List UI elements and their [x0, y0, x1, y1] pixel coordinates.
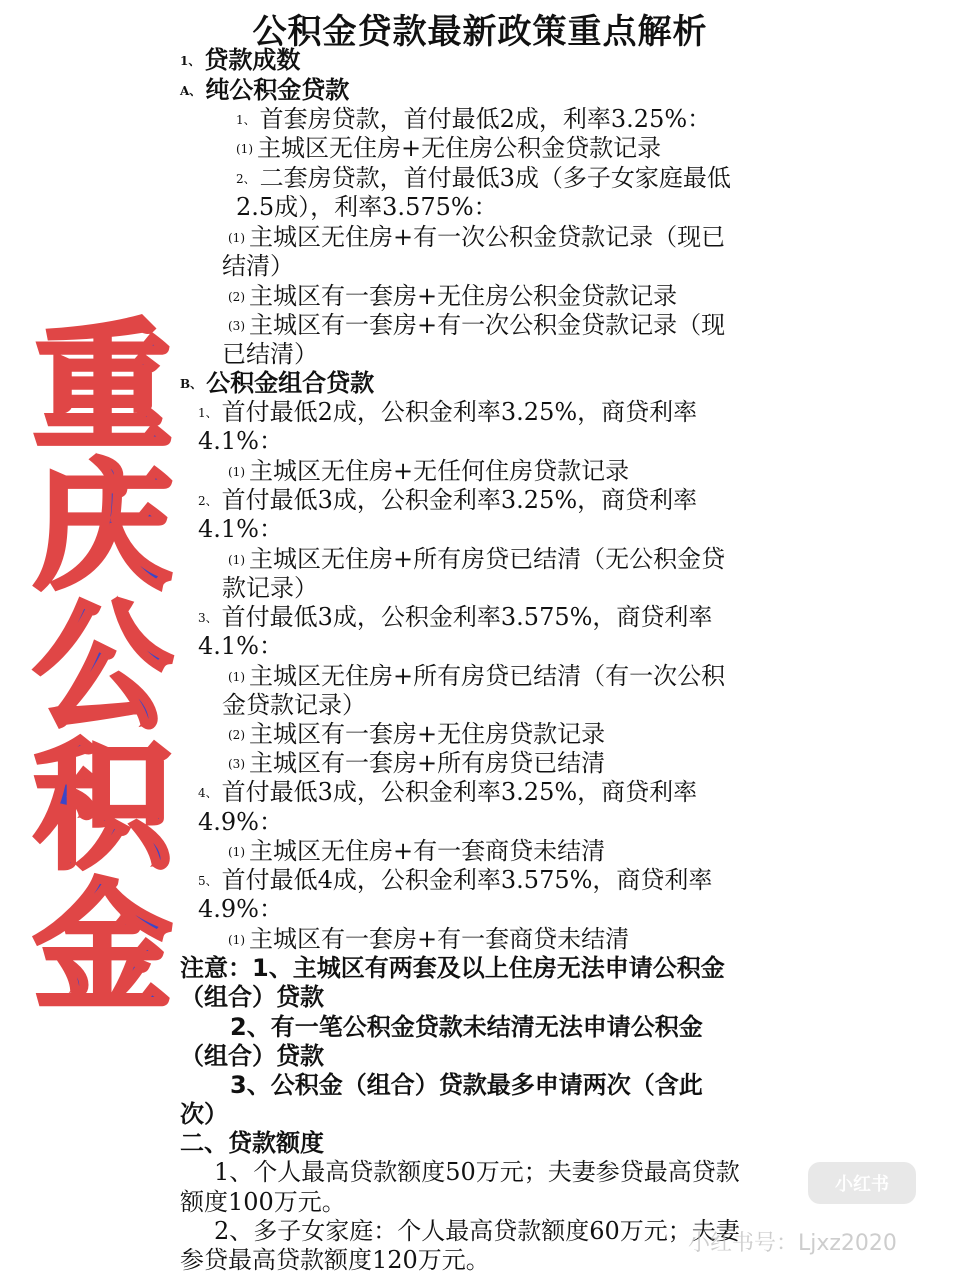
item-b5-1: (1) 主城区有一套房+有一套商贷未结清 — [228, 925, 630, 953]
side-char-4: 积 — [33, 727, 172, 888]
item-b1: 1、 首付最低2成，公积金利率3.25%，商贷利率 — [198, 398, 698, 426]
item-b3-1: (1) 主城区无住房+所有房贷已结清（有一次公积 — [228, 662, 726, 690]
item-a2-3: (3) 主城区有一套房+有一次公积金贷款记录（现 — [228, 311, 726, 339]
limit-item-2: 2、多子女家庭：个人最高贷款额度60万元；夫妻 — [214, 1217, 740, 1245]
limit-item-1: 1、个人最高贷款额度50万元；夫妻参贷最高贷款 — [214, 1158, 740, 1186]
item-b3-3: (3) 主城区有一套房+所有房贷已结清 — [228, 749, 606, 777]
item-a2-3-cont: 已结清） — [222, 340, 318, 368]
item-a2-cont: 2.5成），利率3.575%： — [236, 193, 498, 221]
side-char-2: 庆 — [33, 447, 172, 608]
item-b1-1: (1) 主城区无住房+无任何住房贷款记录 — [228, 457, 630, 485]
item-b3-2: (2) 主城区有一套房+无住房贷款记录 — [228, 720, 606, 748]
subsection-a-heading: A、 纯公积金贷款 — [180, 76, 350, 104]
note-1: 注意：1、主城区有两套及以上住房无法申请公积金 — [180, 954, 725, 982]
page-title: 公积金贷款最新政策重点解析 — [252, 12, 708, 52]
item-b4-cont: 4.9%： — [198, 808, 283, 836]
item-b1-cont: 4.1%： — [198, 427, 283, 455]
watermark-id: 小红书号：Ljxz2020 — [688, 1231, 897, 1256]
note-2-cont: （组合）贷款 — [180, 1042, 324, 1070]
note-2: 2、有一笔公积金贷款未结清无法申请公积金 — [230, 1013, 703, 1041]
watermark-logo: 小红书 — [808, 1162, 916, 1204]
item-a2: 2、 二套房贷款，首付最低3成（多子女家庭最低 — [236, 164, 731, 192]
item-b4-1: (1) 主城区无住房+有一套商贷未结清 — [228, 837, 606, 865]
note-3: 3、公积金（组合）贷款最多申请两次（含此 — [230, 1071, 703, 1099]
item-b2-cont: 4.1%： — [198, 515, 283, 543]
subsection-b-heading: B、 公积金组合贷款 — [180, 369, 375, 397]
section-1-heading: 1、 贷款成数 — [180, 46, 301, 74]
item-b3: 3、 首付最低3成，公积金利率3.575%，商贷利率 — [198, 603, 713, 631]
side-char-1: 重 — [33, 307, 172, 468]
item-b3-1-cont: 金贷款记录） — [222, 691, 366, 719]
limit-item-1-cont: 额度100万元。 — [180, 1188, 346, 1216]
section-2-heading: 二、贷款额度 — [180, 1129, 324, 1157]
item-a1: 1、 首套房贷款，首付最低2成，利率3.25%： — [236, 105, 712, 133]
item-b2: 2、 首付最低3成，公积金利率3.25%，商贷利率 — [198, 486, 698, 514]
item-a2-2: (2) 主城区有一套房+无住房公积金贷款记录 — [228, 282, 678, 310]
item-b2-1: (1) 主城区无住房+所有房贷已结清（无公积金贷 — [228, 545, 726, 573]
item-a2-1: (1) 主城区无住房+有一次公积金贷款记录（现已 — [228, 223, 726, 251]
note-1-cont: （组合）贷款 — [180, 983, 324, 1011]
item-b4: 4、 首付最低3成，公积金利率3.25%，商贷利率 — [198, 778, 698, 806]
side-char-5: 金 — [33, 867, 172, 1028]
item-b3-cont: 4.1%： — [198, 632, 283, 660]
item-a1-1: (1) 主城区无住房+无住房公积金贷款记录 — [236, 134, 662, 162]
item-b5: 5、 首付最低4成，公积金利率3.575%，商贷利率 — [198, 866, 713, 894]
note-3-cont: 次） — [180, 1100, 228, 1128]
side-char-3: 公 — [33, 587, 172, 748]
limit-item-2-cont: 参贷最高贷款额度120万元。 — [180, 1246, 490, 1274]
item-b5-cont: 4.9%： — [198, 895, 283, 923]
item-a2-1-cont: 结清） — [222, 252, 294, 280]
item-b2-1-cont: 款记录） — [222, 574, 318, 602]
